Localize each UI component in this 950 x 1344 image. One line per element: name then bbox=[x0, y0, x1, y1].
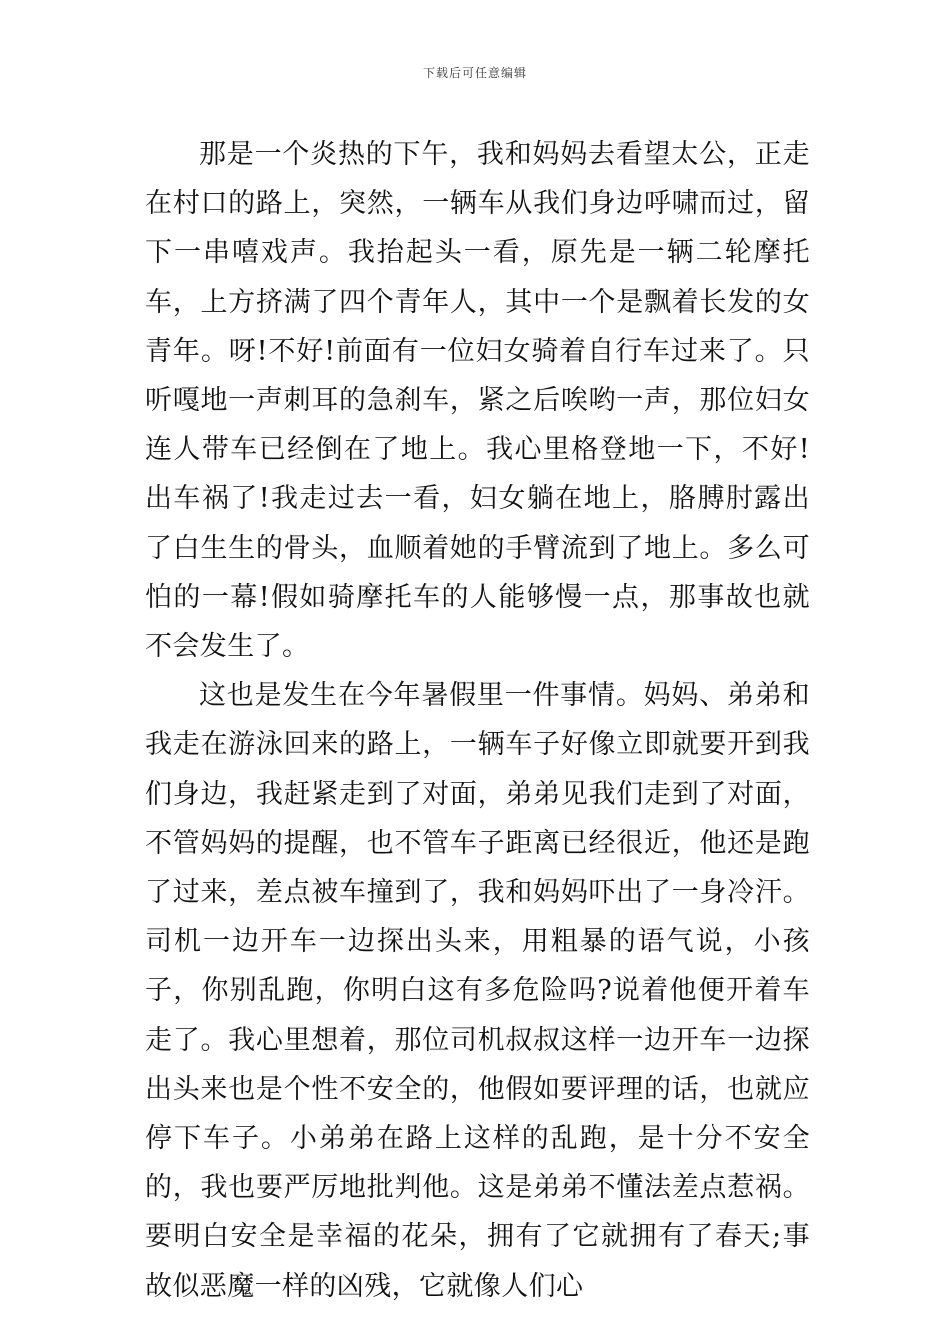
page-header: 下载后可任意编辑 bbox=[422, 66, 527, 80]
paragraph-2: 这也是发生在今年暑假里一件事情。妈妈、弟弟和我走在游泳回来的路上，一辆车子好像立即就要开到我们身边，我赶紧走到了对面，弟弟见我们走到了对面，不管妈妈的提醒，也不管车子距离已经很近，他还是跑了过来，差点被车撞到了，我和妈妈吓出了一身冷汗。司机一边开车一边探出头来，用粗暴的语气说，小孩子，你别乱跑，你明白这有多危险吗?说着他便开着车走了。我心里想着，那位司机叔叔这样一边开车一边探出头来也是个性不安全的，他假如要评理的话，也就应停下车子。小弟弟在路上这样的乱跑，是十分不安全的，我也要严厉地批判他。这是弟弟不懂法差点惹祸。要明白安全是幸福的花朵，拥有了它就拥有了春天;事故似恶魔一样的凶残，它就像人们心 bbox=[145, 680, 810, 1302]
document-body bbox=[145, 130, 810, 1311]
paragraph-1: 那是一个炎热的下午，我和妈妈去看望太公，正走在村口的路上，突然，一辆车从我们身边呼啸而过，留下一串嘻戏声。我抬起头一看，原先是一辆二轮摩托车，上方挤满了四个青年人，其中一个是飘着长发的女青年。呀!不好!前面有一位妇女骑着自行车过来了。只听嘎地一声刺耳的急刹车，紧之后唉哟一声，那位妇女连人带车已经倒在了地上。我心里格登地一下，不好!出车祸了!我走过去一看，妇女躺在地上，胳膊肘露出了白生生的骨头，血顺着她的手臂流到了地上。多么可怕的一幕!假如骑摩托车的人能够慢一点，那事故也就不会发生了。 bbox=[145, 139, 810, 663]
